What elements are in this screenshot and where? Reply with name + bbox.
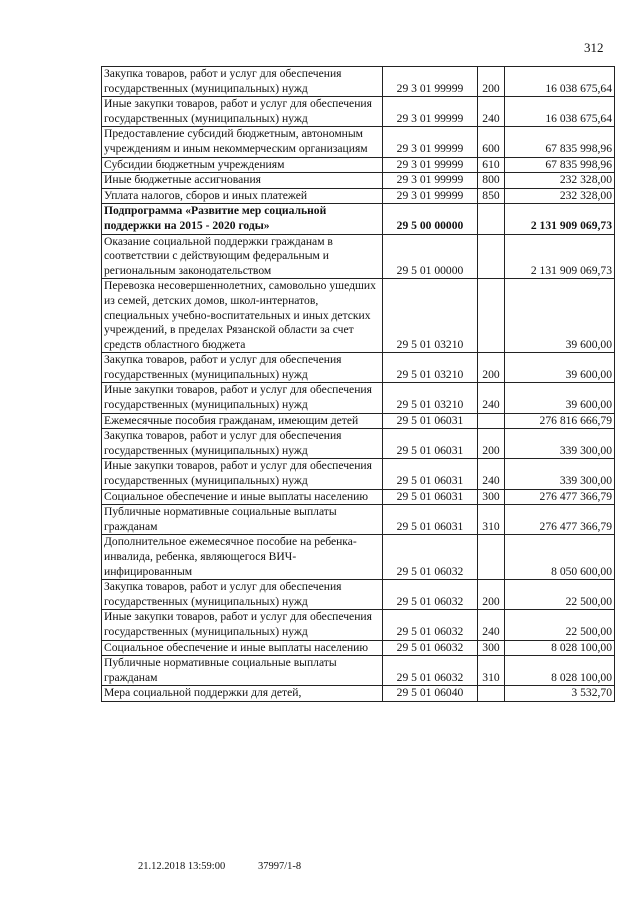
table-row	[102, 429, 615, 459]
row-type-cell	[478, 535, 505, 580]
row-name-cell: Иные бюджетные ассигнования	[102, 173, 383, 189]
row-type-cell: 310	[478, 656, 505, 686]
row-amount-cell: 16 038 675,64	[505, 67, 615, 97]
row-code-cell: 29 5 01 03210	[383, 279, 478, 353]
row-name-cell: Социальное обеспечение и иные выплаты населению	[102, 640, 383, 656]
row-name-cell: Закупка товаров, работ и услуг для обеспечения государственных (муниципальных) нужд	[102, 429, 383, 459]
table-row	[102, 489, 615, 505]
row-amount-cell: 3 532,70	[505, 686, 615, 702]
row-amount-cell: 67 835 998,96	[505, 157, 615, 173]
row-code-cell: 29 5 01 03210	[383, 383, 478, 413]
row-type-cell: 200	[478, 353, 505, 383]
row-name-cell: Публичные нормативные социальные выплаты гражданам	[102, 505, 383, 535]
row-name-cell: Закупка товаров, работ и услуг для обеспечения государственных (муниципальных) нужд	[102, 580, 383, 610]
row-type-cell: 240	[478, 459, 505, 489]
row-code-cell: 29 5 01 06032	[383, 610, 478, 640]
row-code-cell: 29 5 01 06031	[383, 429, 478, 459]
row-code-cell: 29 3 01 99999	[383, 67, 478, 97]
row-type-cell: 200	[478, 429, 505, 459]
table-row	[102, 640, 615, 656]
table-row	[102, 353, 615, 383]
row-amount-cell: 39 600,00	[505, 383, 615, 413]
table-row	[102, 535, 615, 580]
row-name-cell: Публичные нормативные социальные выплаты гражданам	[102, 656, 383, 686]
row-type-cell: 200	[478, 67, 505, 97]
row-name-cell: Дополнительное ежемесячное пособие на ребенка-инвалида, ребенка, являющегося ВИЧ-инфицированным	[102, 535, 383, 580]
row-type-cell: 300	[478, 640, 505, 656]
table-row	[102, 157, 615, 173]
row-name-cell: Иные закупки товаров, работ и услуг для обеспечения государственных (муниципальных) нужд	[102, 610, 383, 640]
table-row	[102, 127, 615, 157]
table-row	[102, 686, 615, 702]
row-amount-cell: 2 131 909 069,73	[505, 234, 615, 279]
row-name-cell: Иные закупки товаров, работ и услуг для обеспечения государственных (муниципальных) нужд	[102, 383, 383, 413]
row-amount-cell: 276 816 666,79	[505, 413, 615, 429]
row-amount-cell: 232 328,00	[505, 188, 615, 204]
row-code-cell: 29 5 01 06040	[383, 686, 478, 702]
budget-table	[101, 66, 615, 702]
row-name-cell: Субсидии бюджетным учреждениям	[102, 157, 383, 173]
row-code-cell: 29 3 01 99999	[383, 173, 478, 189]
row-name-cell: Предоставление субсидий бюджетным, автономным учреждениям и иным некоммерческим организациям	[102, 127, 383, 157]
row-name-cell: Иные закупки товаров, работ и услуг для обеспечения государственных (муниципальных) нужд	[102, 459, 383, 489]
row-name-cell: Оказание социальной поддержки гражданам в соответствии с действующим федеральным и региональным законодательством	[102, 234, 383, 279]
table-row	[102, 188, 615, 204]
row-amount-cell: 232 328,00	[505, 173, 615, 189]
footer-document-number: 37997/1-8	[258, 861, 302, 872]
budget-table-body	[102, 67, 615, 702]
row-code-cell: 29 5 01 06032	[383, 580, 478, 610]
row-amount-cell: 22 500,00	[505, 610, 615, 640]
row-amount-cell: 339 300,00	[505, 459, 615, 489]
row-type-cell: 800	[478, 173, 505, 189]
row-amount-cell: 22 500,00	[505, 580, 615, 610]
row-name-cell: Подпрограмма «Развитие мер социальной поддержки на 2015 - 2020 годы»	[102, 204, 383, 234]
page-number: 312	[584, 40, 604, 55]
table-row	[102, 580, 615, 610]
row-type-cell: 610	[478, 157, 505, 173]
row-amount-cell: 276 477 366,79	[505, 489, 615, 505]
table-row	[102, 459, 615, 489]
row-amount-cell: 339 300,00	[505, 429, 615, 459]
row-type-cell	[478, 686, 505, 702]
row-amount-cell: 39 600,00	[505, 353, 615, 383]
row-name-cell: Закупка товаров, работ и услуг для обеспечения государственных (муниципальных) нужд	[102, 353, 383, 383]
table-row	[102, 204, 615, 234]
row-type-cell	[478, 413, 505, 429]
row-code-cell: 29 3 01 99999	[383, 157, 478, 173]
row-name-cell: Перевозка несовершеннолетних, самовольно ушедших из семей, детских домов, школ-интернатов, специальных учебно-воспитательных и иных детских учреждений, в пределах Рязанской области за счет средств областного бюджета	[102, 279, 383, 353]
row-code-cell: 29 5 01 06031	[383, 505, 478, 535]
row-type-cell: 200	[478, 580, 505, 610]
table-row	[102, 234, 615, 279]
row-amount-cell: 8 050 600,00	[505, 535, 615, 580]
row-code-cell: 29 5 01 06032	[383, 640, 478, 656]
table-row	[102, 97, 615, 127]
table-row	[102, 279, 615, 353]
row-code-cell: 29 3 01 99999	[383, 97, 478, 127]
footer-timestamp: 21.12.2018 13:59:00	[138, 861, 226, 872]
row-amount-cell: 8 028 100,00	[505, 656, 615, 686]
table-row	[102, 413, 615, 429]
table-row	[102, 610, 615, 640]
row-type-cell: 850	[478, 188, 505, 204]
table-row	[102, 656, 615, 686]
row-type-cell	[478, 204, 505, 234]
row-code-cell: 29 3 01 99999	[383, 127, 478, 157]
row-amount-cell: 2 131 909 069,73	[505, 204, 615, 234]
row-name-cell: Иные закупки товаров, работ и услуг для обеспечения государственных (муниципальных) нужд	[102, 97, 383, 127]
table-row	[102, 67, 615, 97]
row-name-cell: Мера социальной поддержки для детей,	[102, 686, 383, 702]
row-code-cell: 29 3 01 99999	[383, 188, 478, 204]
row-code-cell: 29 5 01 06031	[383, 489, 478, 505]
row-code-cell: 29 5 01 00000	[383, 234, 478, 279]
row-type-cell: 240	[478, 610, 505, 640]
row-name-cell: Закупка товаров, работ и услуг для обеспечения государственных (муниципальных) нужд	[102, 67, 383, 97]
row-code-cell: 29 5 01 03210	[383, 353, 478, 383]
row-type-cell: 300	[478, 489, 505, 505]
row-code-cell: 29 5 01 06031	[383, 459, 478, 489]
row-code-cell: 29 5 01 06032	[383, 535, 478, 580]
row-name-cell: Социальное обеспечение и иные выплаты населению	[102, 489, 383, 505]
row-type-cell: 310	[478, 505, 505, 535]
row-amount-cell: 39 600,00	[505, 279, 615, 353]
row-code-cell: 29 5 00 00000	[383, 204, 478, 234]
row-type-cell: 600	[478, 127, 505, 157]
table-row	[102, 383, 615, 413]
row-type-cell	[478, 234, 505, 279]
row-code-cell: 29 5 01 06031	[383, 413, 478, 429]
row-amount-cell: 16 038 675,64	[505, 97, 615, 127]
row-amount-cell: 67 835 998,96	[505, 127, 615, 157]
table-row	[102, 173, 615, 189]
row-code-cell: 29 5 01 06032	[383, 656, 478, 686]
row-type-cell: 240	[478, 97, 505, 127]
row-name-cell: Уплата налогов, сборов и иных платежей	[102, 188, 383, 204]
row-name-cell: Ежемесячные пособия гражданам, имеющим детей	[102, 413, 383, 429]
row-type-cell: 240	[478, 383, 505, 413]
row-amount-cell: 276 477 366,79	[505, 505, 615, 535]
table-row	[102, 505, 615, 535]
row-amount-cell: 8 028 100,00	[505, 640, 615, 656]
row-type-cell	[478, 279, 505, 353]
